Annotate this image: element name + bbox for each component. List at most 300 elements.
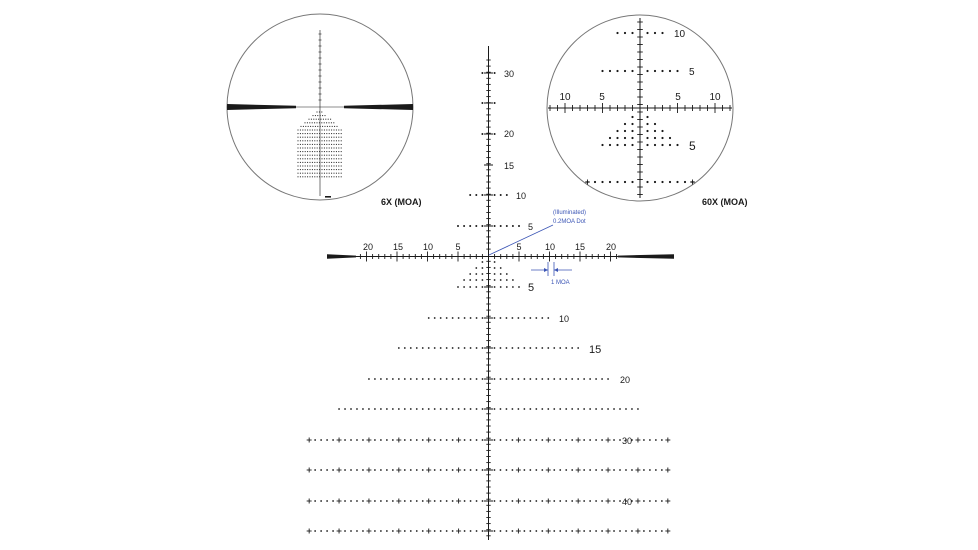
low-tree-dot — [336, 173, 337, 174]
holdover-dot — [649, 530, 651, 532]
low-tree-dot — [300, 130, 301, 131]
low-tree-dot — [329, 133, 330, 134]
high-holdover-dot — [646, 70, 648, 72]
holdover-dot — [362, 408, 364, 410]
holdover-dot — [523, 347, 525, 349]
low-tree-dot — [298, 173, 299, 174]
holdover-dot — [661, 500, 663, 502]
low-tree-dot — [298, 148, 299, 149]
holdover-dot — [500, 378, 502, 380]
holdover-dot — [422, 530, 424, 532]
high-holdover-dot — [654, 181, 656, 183]
holdover-dot — [434, 469, 436, 471]
holdover-dot — [589, 469, 591, 471]
low-tree-dot — [331, 176, 332, 177]
low-tree-dot — [298, 155, 299, 156]
high-holdover-dot — [646, 116, 648, 118]
holdover-dot — [482, 439, 484, 441]
holdover-dot — [565, 439, 567, 441]
low-tree-dot — [317, 173, 318, 174]
moa-scale-callout — [531, 262, 572, 286]
low-tree-dot — [302, 130, 303, 131]
low-tree-dot — [317, 151, 318, 152]
low-tree-dot — [334, 176, 335, 177]
holdover-dot — [571, 347, 573, 349]
low-tree-dot — [323, 119, 324, 120]
holdover-dot — [547, 408, 549, 410]
holdover-dot — [518, 286, 520, 288]
low-tree-dot — [338, 137, 339, 138]
holdover-dot — [541, 317, 543, 319]
holdover-dot — [398, 378, 400, 380]
high-holdover-dot — [624, 123, 626, 125]
holdover-dot — [452, 500, 454, 502]
holdover-dot — [601, 408, 603, 410]
low-tree-dot — [324, 155, 325, 156]
holdover-dot — [446, 500, 448, 502]
low-tree-dot — [319, 112, 320, 113]
holdover-dot — [410, 500, 412, 502]
holdover-dot — [374, 530, 376, 532]
holdover-dot — [601, 469, 603, 471]
holdover-dot — [631, 408, 633, 410]
holdover-dot — [464, 408, 466, 410]
high-holdover-dot — [676, 144, 678, 146]
low-tree-dot — [310, 158, 311, 159]
low-tree-dot — [305, 155, 306, 156]
holdover-dot — [559, 378, 561, 380]
low-tree-dot — [300, 176, 301, 177]
holdover-dot — [350, 439, 352, 441]
holdover-dot — [500, 469, 502, 471]
holdover-dot — [506, 469, 508, 471]
holdover-dot — [637, 408, 639, 410]
holdover-dot — [386, 439, 388, 441]
low-tree-dot — [324, 162, 325, 163]
horizontal-label-left-10: 10 — [422, 242, 434, 252]
annotation-1-moa: 1 MOA — [551, 280, 570, 286]
holdover-dot — [344, 439, 346, 441]
low-tree-dot — [319, 122, 320, 123]
low-tree-dot — [305, 166, 306, 167]
low-tree-dot — [302, 151, 303, 152]
lower-label-5: 5 — [528, 282, 535, 294]
high-holdover-dot — [631, 137, 633, 139]
low-tree-dot — [307, 140, 308, 141]
low-tree-dot — [300, 140, 301, 141]
holdover-dot — [404, 500, 406, 502]
holdover-dot — [440, 408, 442, 410]
holdover-dot — [613, 408, 615, 410]
low-tree-dot — [312, 176, 313, 177]
low-tree-dot — [317, 122, 318, 123]
low-tree-dot — [336, 169, 337, 170]
holdover-dot — [541, 439, 543, 441]
holdover-dot — [595, 530, 597, 532]
holdover-dot — [512, 279, 514, 281]
holdover-dot — [625, 408, 627, 410]
holdover-dot — [350, 530, 352, 532]
low-tree-dot — [321, 112, 322, 113]
holdover-dot — [559, 500, 561, 502]
low-tree-dot — [334, 133, 335, 134]
holdover-dot — [517, 378, 519, 380]
holdover-dot — [362, 500, 364, 502]
holdover-dot — [500, 194, 502, 196]
holdover-dot — [320, 439, 322, 441]
low-tree-dot — [334, 166, 335, 167]
high-holdover-dot — [684, 181, 686, 183]
holdover-dot — [404, 530, 406, 532]
holdover-dot — [571, 530, 573, 532]
holdover-dot — [523, 439, 525, 441]
high-holdover-dot — [676, 70, 678, 72]
holdover-dot — [506, 279, 508, 281]
holdover-dot — [446, 408, 448, 410]
holdover-dot — [344, 500, 346, 502]
holdover-dot — [350, 469, 352, 471]
low-tree-dot — [331, 130, 332, 131]
holdover-dot — [428, 408, 430, 410]
low-tree-dot — [336, 176, 337, 177]
holdover-dot — [350, 500, 352, 502]
holdover-dot — [500, 317, 502, 319]
holdover-dot — [601, 500, 603, 502]
low-tree-dot — [322, 130, 323, 131]
holdover-dot — [506, 500, 508, 502]
holdover-dot — [434, 408, 436, 410]
low-tree-dot — [333, 122, 334, 123]
low-tree-dot — [319, 158, 320, 159]
holdover-dot — [500, 267, 502, 269]
low-tree-dot — [321, 119, 322, 120]
low-tree-dot — [315, 126, 316, 127]
low-tree-dot — [338, 130, 339, 131]
low-tree-dot — [334, 130, 335, 131]
holdover-dot — [481, 133, 483, 135]
low-tree-dot — [316, 119, 317, 120]
holdover-dot — [571, 500, 573, 502]
low-tree-dot — [321, 122, 322, 123]
low-tree-dot — [317, 158, 318, 159]
holdover-dot — [475, 194, 477, 196]
holdover-dot — [649, 469, 651, 471]
horizontal-label-left-5: 5 — [455, 242, 461, 252]
holdover-dot — [631, 530, 633, 532]
low-tree-dot — [329, 151, 330, 152]
low-tree-dot — [298, 176, 299, 177]
left-thick-post — [327, 254, 356, 259]
low-tree-dot — [322, 126, 323, 127]
holdover-dot — [416, 500, 418, 502]
holdover-dot — [595, 378, 597, 380]
low-tree-dot — [307, 137, 308, 138]
holdover-dot — [428, 317, 430, 319]
holdover-dot — [512, 378, 514, 380]
low-tree-dot — [317, 144, 318, 145]
holdover-dot — [446, 530, 448, 532]
low-tree-dot — [314, 122, 315, 123]
low-tree-dot — [324, 122, 325, 123]
holdover-dot — [625, 530, 627, 532]
holdover-dot — [494, 279, 496, 281]
holdover-dot — [619, 408, 621, 410]
low-tree-dot — [326, 130, 327, 131]
high-holdover-dot — [654, 130, 656, 132]
holdover-dot — [500, 286, 502, 288]
low-tree-dot — [305, 176, 306, 177]
annotation-dot-size: 0.2MOA Dot — [553, 219, 586, 225]
low-tree-dot — [307, 166, 308, 167]
low-tree-dot — [331, 169, 332, 170]
holdover-dot — [649, 500, 651, 502]
holdover-dot — [529, 530, 531, 532]
low-tree-dot — [312, 122, 313, 123]
low-tree-dot — [305, 158, 306, 159]
holdover-dot — [464, 439, 466, 441]
holdover-dot — [482, 317, 484, 319]
holdover-dot — [607, 378, 609, 380]
holdover-dot — [643, 500, 645, 502]
holdover-dot — [494, 225, 496, 227]
holdover-dot — [470, 317, 472, 319]
holdover-dot — [440, 317, 442, 319]
holdover-dot — [481, 194, 483, 196]
low-tree-dot — [305, 169, 306, 170]
holdover-dot — [362, 469, 364, 471]
holdover-dot — [506, 225, 508, 227]
low-tree-dot — [314, 151, 315, 152]
low-tree-dot — [312, 162, 313, 163]
holdover-dot — [541, 530, 543, 532]
low-tree-dot — [302, 173, 303, 174]
holdover-dot — [422, 469, 424, 471]
holdover-dot — [463, 225, 465, 227]
low-tree-dot — [305, 133, 306, 134]
low-tree-dot — [334, 148, 335, 149]
low-tree-dot — [322, 115, 323, 116]
holdover-dot — [494, 347, 496, 349]
holdover-dot — [559, 469, 561, 471]
low-tree-dot — [338, 155, 339, 156]
high-holdover-dot — [646, 181, 648, 183]
holdover-dot — [416, 347, 418, 349]
low-tree-dot — [338, 151, 339, 152]
low-tree-dot — [300, 173, 301, 174]
low-tree-dot — [322, 140, 323, 141]
holdover-dot — [565, 347, 567, 349]
high-holdover-dot — [616, 32, 618, 34]
holdover-dot — [506, 194, 508, 196]
holdover-dot — [434, 317, 436, 319]
low-tree-dot — [317, 162, 318, 163]
holdover-dot — [523, 500, 525, 502]
holdover-dot — [362, 530, 364, 532]
holdover-dot — [494, 273, 496, 275]
holdover-dot — [529, 317, 531, 319]
holdover-dot — [476, 317, 478, 319]
low-tree-dot — [334, 162, 335, 163]
caption-6x-moa: 6X (MOA) — [381, 197, 422, 207]
low-tree-dot — [334, 158, 335, 159]
low-tree-dot — [329, 176, 330, 177]
low-tree-dot — [326, 151, 327, 152]
holdover-dot — [463, 286, 465, 288]
low-tree-dot — [329, 130, 330, 131]
low-tree-dot — [319, 151, 320, 152]
low-tree-dot — [319, 155, 320, 156]
holdover-dot — [529, 408, 531, 410]
holdover-dot — [512, 347, 514, 349]
holdover-dot — [344, 469, 346, 471]
holdover-dot — [553, 347, 555, 349]
high-holdover-dot — [609, 144, 611, 146]
holdover-dot — [404, 378, 406, 380]
high-holdover-dot — [654, 32, 656, 34]
low-tree-dot — [331, 151, 332, 152]
holdover-dot — [553, 378, 555, 380]
holdover-dot — [482, 286, 484, 288]
low-tree-dot — [317, 126, 318, 127]
low-tree-dot — [298, 166, 299, 167]
low-tree-dot — [314, 140, 315, 141]
low-tree-dot — [319, 169, 320, 170]
holdover-dot — [476, 469, 478, 471]
low-tree-dot — [298, 133, 299, 134]
holdover-dot — [619, 500, 621, 502]
low-tree-dot — [330, 119, 331, 120]
holdover-dot — [583, 408, 585, 410]
low-tree-dot — [326, 162, 327, 163]
holdover-dot — [392, 439, 394, 441]
holdover-dot — [583, 500, 585, 502]
holdover-dot — [518, 225, 520, 227]
low-tree-dot — [312, 144, 313, 145]
low-tree-dot — [307, 162, 308, 163]
holdover-dot — [434, 347, 436, 349]
holdover-dot — [589, 439, 591, 441]
holdover-dot — [428, 378, 430, 380]
holdover-dot — [392, 500, 394, 502]
horizontal-label-right-10: 10 — [544, 242, 556, 252]
caption-60x-moa: 60X (MOA) — [702, 197, 748, 207]
holdover-dot — [506, 317, 508, 319]
holdover-dot — [547, 378, 549, 380]
holdover-dot — [440, 500, 442, 502]
holdover-dot — [410, 439, 412, 441]
low-tree-dot — [341, 169, 342, 170]
low-tree-dot — [319, 148, 320, 149]
holdover-dot — [512, 439, 514, 441]
low-tree-dot — [322, 176, 323, 177]
holdover-dot — [506, 286, 508, 288]
low-tree-dot — [319, 133, 320, 134]
low-tree-dot — [324, 176, 325, 177]
holdover-dot — [619, 469, 621, 471]
holdover-dot — [571, 408, 573, 410]
holdover-dot — [500, 439, 502, 441]
high-holdover-dot — [624, 144, 626, 146]
holdover-dot — [374, 408, 376, 410]
holdover-dot — [470, 378, 472, 380]
holdover-dot — [422, 408, 424, 410]
low-tree-dot — [322, 137, 323, 138]
holdover-dot — [512, 286, 514, 288]
high-holdover-dot — [594, 181, 596, 183]
holdover-dot — [494, 102, 496, 104]
high-holdover-dot — [631, 32, 633, 34]
low-tree-dot — [341, 130, 342, 131]
low-tree-dot — [314, 169, 315, 170]
low-tree-dot — [307, 144, 308, 145]
high-holdover-dot — [631, 144, 633, 146]
holdover-dot — [661, 469, 663, 471]
holdover-dot — [410, 378, 412, 380]
low-tree-dot — [326, 133, 327, 134]
low-tree-dot — [322, 144, 323, 145]
low-tree-dot — [326, 155, 327, 156]
holdover-dot — [547, 317, 549, 319]
holdover-dot — [314, 500, 316, 502]
low-tree-dot — [305, 122, 306, 123]
low-tree-dot — [307, 133, 308, 134]
holdover-dot — [512, 317, 514, 319]
low-tree-dot — [314, 176, 315, 177]
low-tree-dot — [300, 148, 301, 149]
holdover-dot — [476, 408, 478, 410]
holdover-dot — [535, 439, 537, 441]
holdover-dot — [553, 500, 555, 502]
low-tree-dot — [317, 169, 318, 170]
holdover-dot — [535, 408, 537, 410]
low-tree-dot — [300, 158, 301, 159]
holdover-dot — [362, 439, 364, 441]
low-tree-dot — [327, 126, 328, 127]
low-tree-dot — [324, 133, 325, 134]
low-tree-dot — [310, 133, 311, 134]
holdover-dot — [326, 439, 328, 441]
holdover-dot — [517, 317, 519, 319]
holdover-dot — [500, 347, 502, 349]
holdover-dot — [314, 530, 316, 532]
holdover-dot — [416, 530, 418, 532]
holdover-dot — [595, 500, 597, 502]
holdover-dot — [434, 378, 436, 380]
low-tree-dot — [326, 173, 327, 174]
low-tree-dot — [331, 166, 332, 167]
holdover-dot — [553, 530, 555, 532]
holdover-dot — [374, 469, 376, 471]
low-tree-dot — [305, 130, 306, 131]
low-tree-dot — [300, 151, 301, 152]
holdover-dot — [404, 347, 406, 349]
holdover-dot — [356, 408, 358, 410]
holdover-dot — [559, 408, 561, 410]
holdover-dot — [476, 439, 478, 441]
holdover-dot — [356, 469, 358, 471]
low-tree-dot — [322, 155, 323, 156]
low-tree-dot — [300, 162, 301, 163]
holdover-dot — [440, 378, 442, 380]
holdover-dot — [523, 378, 525, 380]
low-tree-dot — [307, 148, 308, 149]
holdover-dot — [469, 286, 471, 288]
low-tree-dot — [331, 162, 332, 163]
holdover-dot — [440, 347, 442, 349]
holdover-dot — [476, 530, 478, 532]
low-tree-dot — [307, 176, 308, 177]
low-tree-dot — [338, 173, 339, 174]
